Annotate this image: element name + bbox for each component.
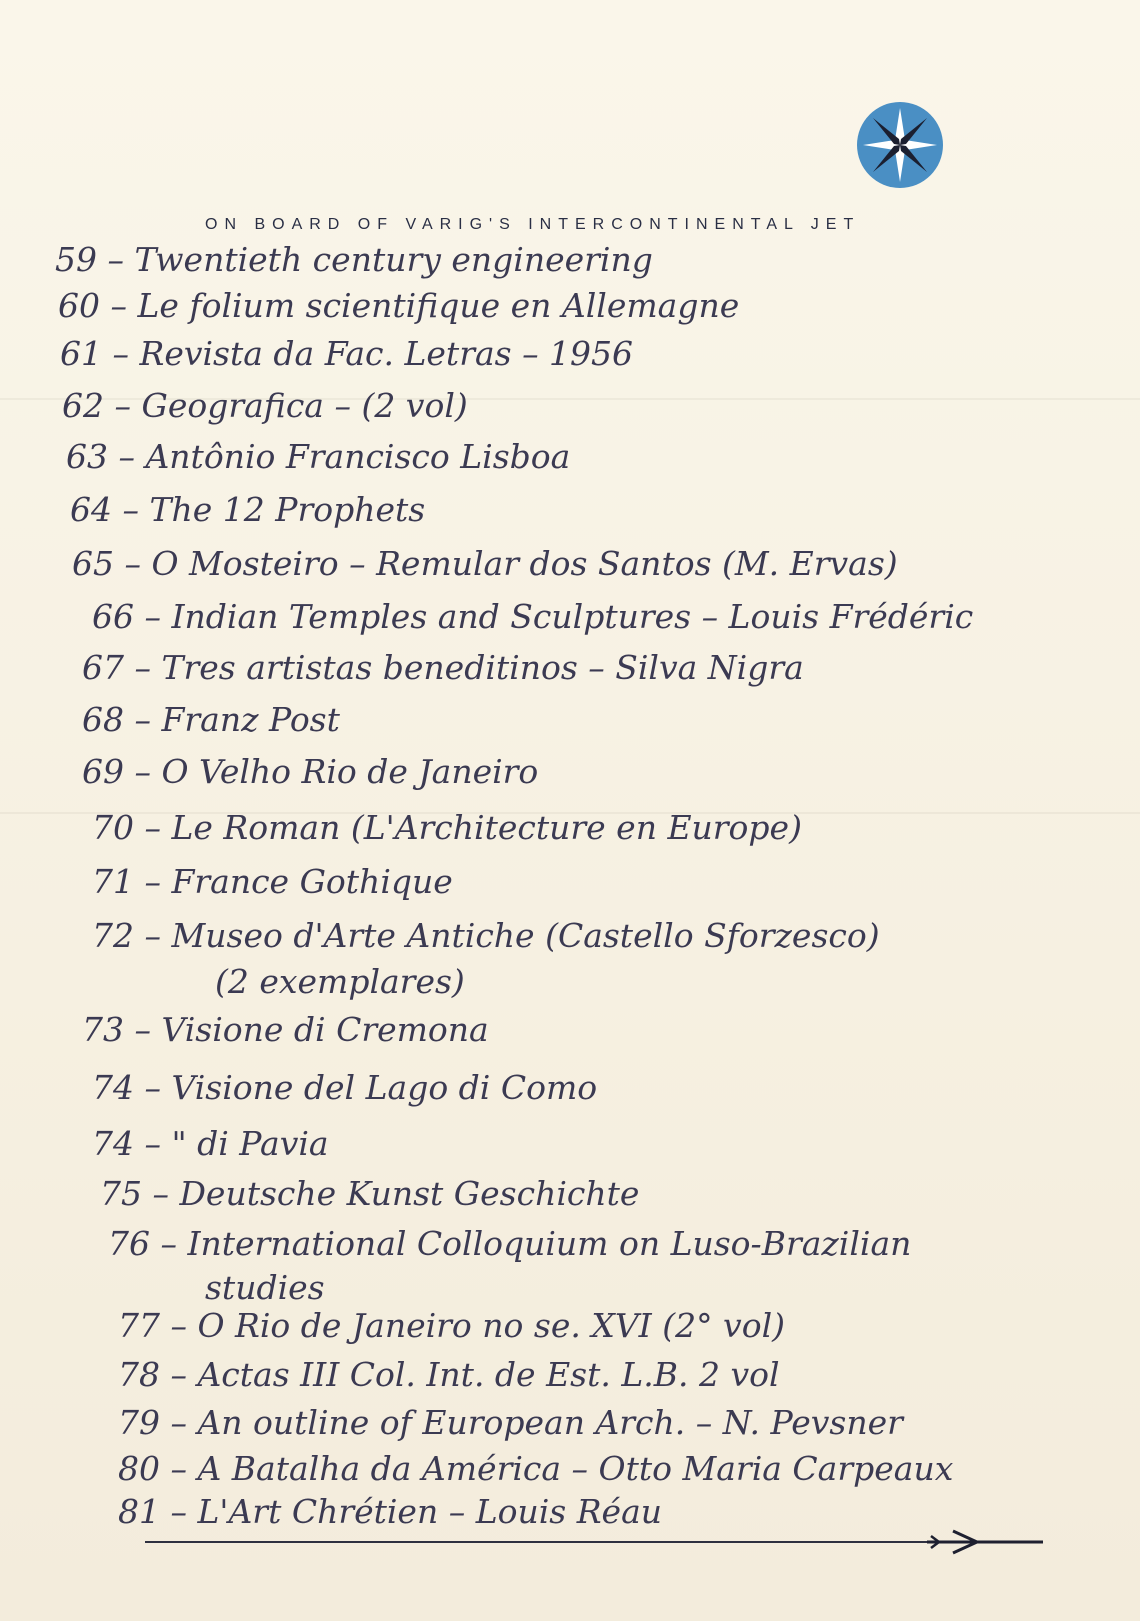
list-item: 66 – Indian Temples and Sculptures – Louis Frédéric xyxy=(92,597,974,636)
list-item: 68 – Franz Post xyxy=(82,700,340,739)
list-item: 71 – France Gothique xyxy=(92,862,453,901)
list-item: 76 – International Colloquium on Luso-Brazilian xyxy=(108,1224,912,1263)
list-item: 63 – Antônio Francisco Lisboa xyxy=(66,437,571,476)
list-item: 64 – The 12 Prophets xyxy=(70,490,426,529)
list-item: 74 – " di Pavia xyxy=(92,1124,329,1163)
list-item: 75 – Deutsche Kunst Geschichte xyxy=(100,1174,640,1213)
airplane-icon xyxy=(925,1525,1045,1559)
list-item: studies xyxy=(205,1268,325,1307)
list-item: 67 – Tres artistas beneditinos – Silva Nigra xyxy=(82,648,804,687)
letterhead-text: ON BOARD OF VARIG'S INTERCONTINENTAL JET xyxy=(205,216,861,233)
list-item: 59 – Twentieth century engineering xyxy=(55,240,653,279)
list-item: 70 – Le Roman (L'Architecture en Europe) xyxy=(92,808,802,847)
list-item: (2 exemplares) xyxy=(215,962,465,1001)
list-item: 80 – A Batalha da América – Otto Maria Carpeaux xyxy=(118,1449,954,1488)
list-item: 61 – Revista da Fac. Letras – 1956 xyxy=(60,334,634,373)
list-item: 72 – Museo d'Arte Antiche (Castello Sforzesco) xyxy=(92,916,880,955)
list-item: 79 – An outline of European Arch. – N. Pevsner xyxy=(118,1403,903,1442)
list-item: 81 – L'Art Chrétien – Louis Réau xyxy=(118,1492,663,1531)
footer-rule xyxy=(145,1541,945,1543)
list-item: 78 – Actas III Col. Int. de Est. L.B. 2 vol xyxy=(118,1355,780,1394)
list-item: 73 – Visione di Cremona xyxy=(82,1010,489,1049)
list-item: 65 – O Mosteiro – Remular dos Santos (M. Ervas) xyxy=(72,544,898,583)
list-item: 69 – O Velho Rio de Janeiro xyxy=(82,752,539,791)
list-item: 62 – Geografica – (2 vol) xyxy=(62,386,468,425)
list-item: 77 – O Rio de Janeiro no se. XVI (2° vol) xyxy=(118,1306,785,1345)
list-item: 74 – Visione del Lago di Como xyxy=(92,1068,598,1107)
list-item: 60 – Le folium scientifique en Allemagne xyxy=(58,286,740,325)
